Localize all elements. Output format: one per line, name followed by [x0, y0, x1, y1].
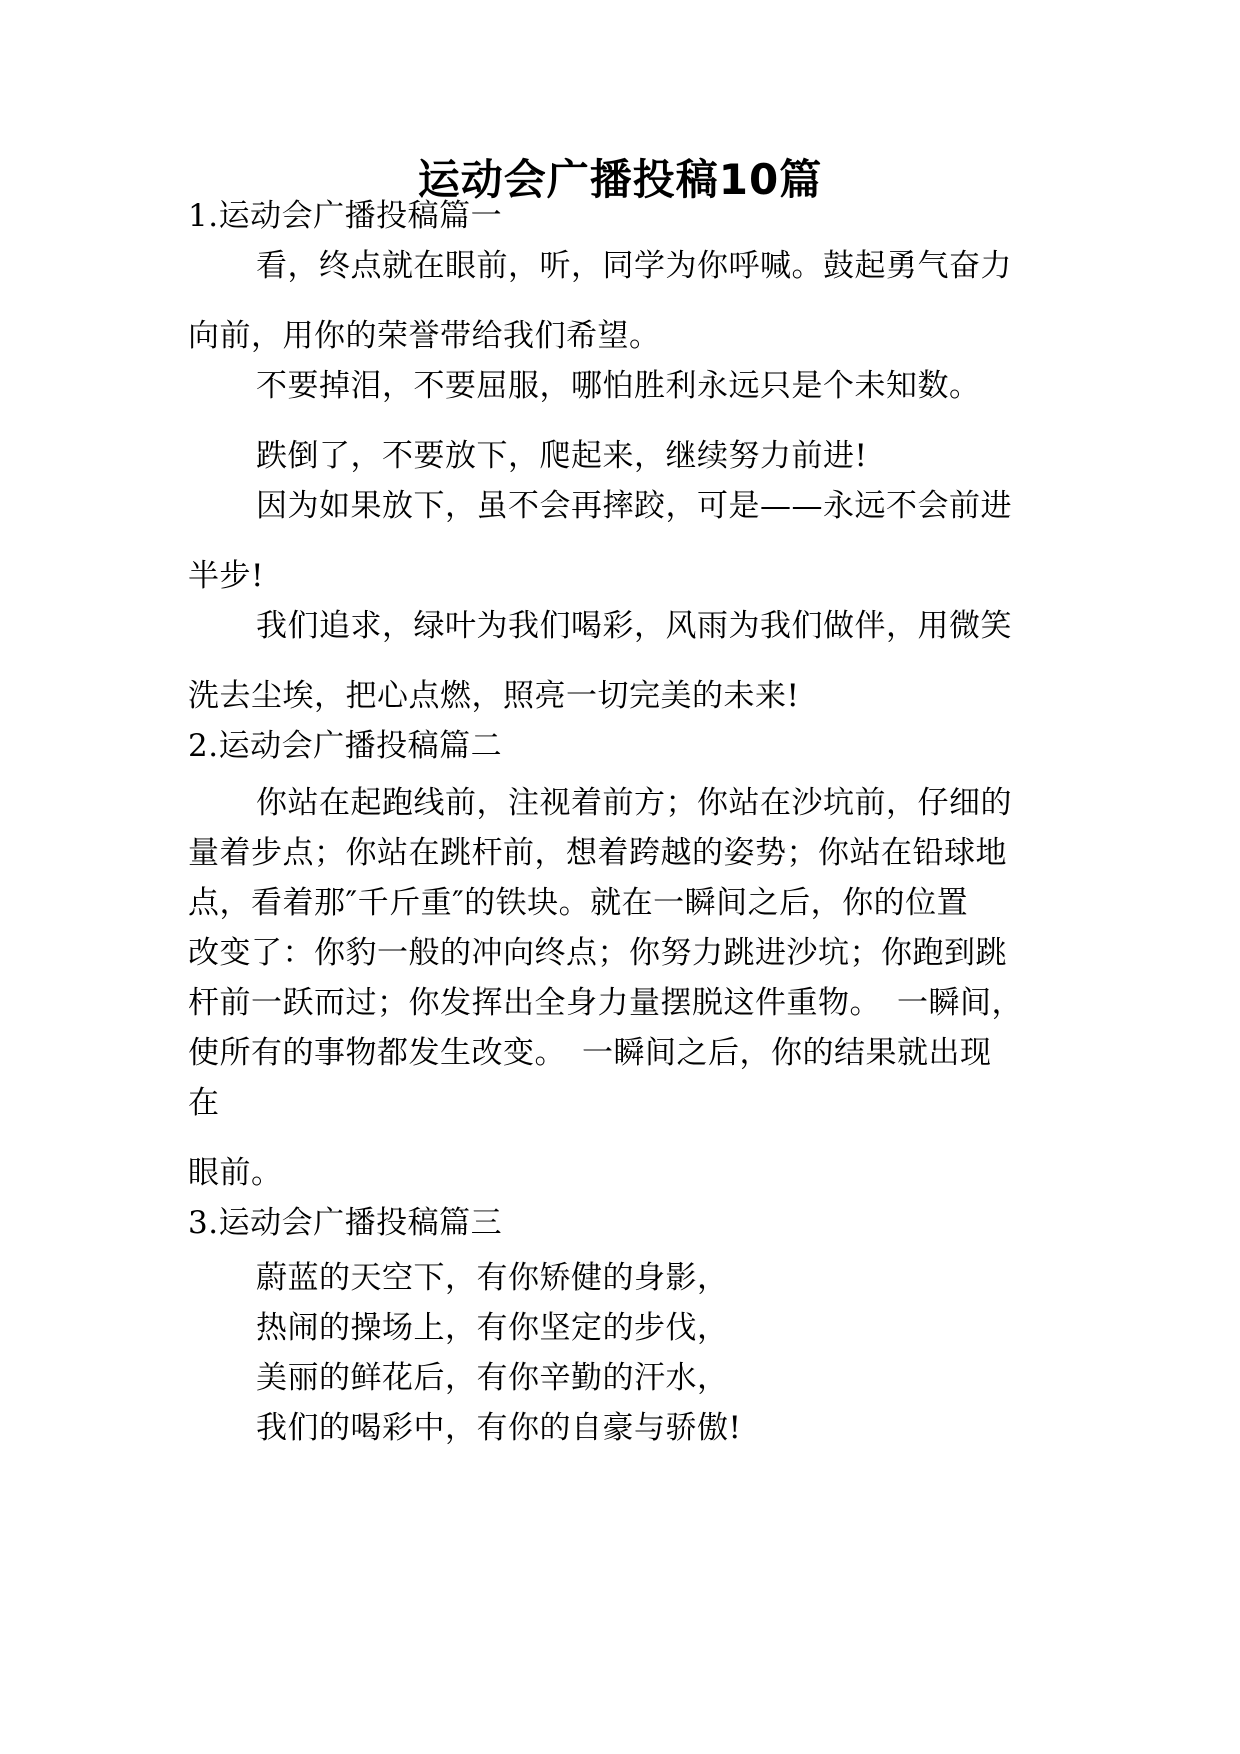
- section-1-line-2: 向前，用你的荣誉带给我们希望。: [188, 318, 661, 354]
- section-3-line-3: 美丽的鲜花后，有你辛勤的汗水，: [256, 1360, 729, 1396]
- section-1-line-6: 半步!: [188, 558, 264, 594]
- section-2-line-4: 改变了：你豹一般的冲向终点；你努力跳进沙坑；你跑到跳: [188, 935, 1007, 971]
- section-3-line-2: 热闹的操场上，有你坚定的步伐，: [256, 1310, 729, 1346]
- section-2-line-7: 在: [188, 1085, 220, 1121]
- section-3-heading: 3.运动会广播投稿篇三: [188, 1205, 503, 1241]
- section-2-line-2: 量着步点；你站在跳杆前，想着跨越的姿势；你站在铅球地: [188, 835, 1007, 871]
- document-title: 运动会广播投稿10篇: [417, 155, 823, 204]
- section-1-line-8: 洗去尘埃，把心点燃，照亮一切完美的未来!: [188, 678, 800, 714]
- section-2-line-5: 杆前一跃而过；你发挥出全身力量摆脱这件重物。 一瞬间，: [188, 985, 1023, 1021]
- section-1-line-4: 跌倒了，不要放下，爬起来，继续努力前进!: [256, 438, 868, 474]
- section-3-line-1: 蔚蓝的天空下，有你矫健的身影，: [256, 1260, 729, 1296]
- section-1-line-5: 因为如果放下，虽不会再摔跤，可是——永远不会前进: [256, 488, 1012, 524]
- section-2-line-1: 你站在起跑线前，注视着前方；你站在沙坑前，仔细的: [256, 785, 1012, 821]
- section-3-line-4: 我们的喝彩中，有你的自豪与骄傲!: [256, 1410, 742, 1446]
- section-2-heading: 2.运动会广播投稿篇二: [188, 728, 503, 764]
- section-2-line-3: 点，看着那″千斤重″的铁块。就在一瞬间之后，你的位置: [188, 885, 969, 921]
- section-1-line-7: 我们追求，绿叶为我们喝彩，风雨为我们做伴，用微笑: [256, 608, 1012, 644]
- section-2-line-6: 使所有的事物都发生改变。 一瞬间之后，你的结果就出现: [188, 1035, 992, 1071]
- section-1-line-3: 不要掉泪，不要屈服，哪怕胜利永远只是个未知数。: [256, 368, 981, 404]
- section-1-line-1: 看，终点就在眼前，听，同学为你呼喊。鼓起勇气奋力: [256, 248, 1012, 284]
- section-1-heading: 1.运动会广播投稿篇一: [188, 198, 503, 234]
- section-2-line-8: 眼前。: [188, 1155, 283, 1191]
